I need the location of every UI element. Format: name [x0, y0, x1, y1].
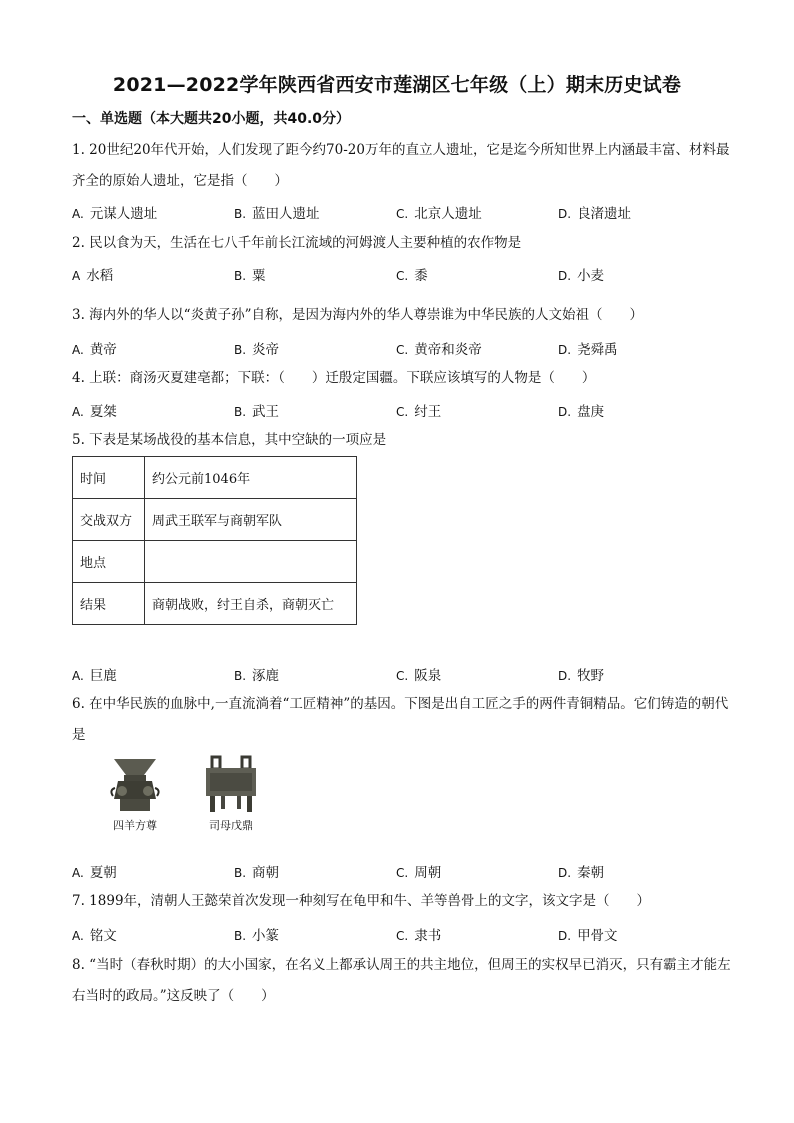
option-d[interactable]: D. 小麦	[558, 268, 605, 284]
battle-info-table	[72, 456, 357, 625]
table-cell-key: 地点	[73, 541, 145, 583]
option-c[interactable]: C. 隶书	[396, 928, 442, 944]
question-6-stem: 6. 在中华民族的血脉中,一直流淌着“工匠精神”的基因。下图是出自工匠之手的两件青铜精品。它们铸造的朝代是	[72, 696, 729, 743]
table-cell-value: 商朝战败，纣王自杀，商朝灭亡	[145, 583, 357, 625]
option-c[interactable]: C. 纣王	[396, 404, 442, 420]
option-a[interactable]: A. 巨鹿	[72, 668, 117, 684]
figure-four-ram-zun	[100, 755, 170, 833]
option-d[interactable]: D. 尧舜禹	[558, 342, 618, 358]
figure-simuwu-ding	[196, 755, 266, 833]
option-b[interactable]: B. 小篆	[234, 928, 280, 944]
option-b[interactable]: B. 涿鹿	[234, 668, 280, 684]
question-2-options	[72, 264, 732, 288]
table-cell-value: 周武王联军与商朝军队	[145, 499, 357, 541]
question-8-stem: 8. “当时（春秋时期）的大小国家，在名义上都承认周王的共主地位，但周王的实权早已消灭，只有霸主才能左右当时的政局。”这反映了（ ）	[72, 957, 731, 1004]
table-cell-key: 结果	[73, 583, 145, 625]
question-3-options	[72, 338, 732, 362]
table-row	[73, 499, 357, 541]
option-c[interactable]: C. 北京人遗址	[396, 206, 482, 222]
table-cell-key: 时间	[73, 457, 145, 499]
option-a[interactable]: A. 元谋人遗址	[72, 206, 158, 222]
question-4-options	[72, 400, 732, 424]
option-d[interactable]: D. 良渚遗址	[558, 206, 632, 222]
table-cell-key: 交战双方	[73, 499, 145, 541]
bronze-figures	[100, 755, 280, 835]
option-a[interactable]: A. 铭文	[72, 928, 117, 944]
option-d[interactable]: D. 牧野	[558, 668, 605, 684]
question-6-options	[72, 861, 732, 885]
option-a[interactable]: A. 夏朝	[72, 865, 117, 881]
option-b[interactable]: B. 蓝田人遗址	[234, 206, 320, 222]
option-d[interactable]: D. 盘庚	[558, 404, 605, 420]
question-3-stem: 3. 海内外的华人以“炎黄子孙”自称，是因为海内外的华人尊崇谁为中华民族的人文始祖（ ）	[72, 307, 643, 323]
table-row	[73, 583, 357, 625]
table-cell-value-blank	[145, 541, 357, 583]
question-2-stem: 2. 民以食为天，生活在七八千年前长江流域的河姆渡人主要种植的农作物是	[72, 235, 522, 251]
option-a[interactable]: A. 夏桀	[72, 404, 117, 420]
question-7-stem: 7. 1899年，清朝人王懿荣首次发现一种刻写在龟甲和牛、羊等兽骨上的文字，该文字是（ ）	[72, 893, 651, 909]
question-1-stem: 1. 20世纪20年代开始，人们发现了距今约70-20万年的直立人遗址，它是迄今所知世界上内涵最丰富、材料最齐全的原始人遗址，它是指（ ）	[72, 142, 730, 189]
four-ram-square-zun-icon	[100, 755, 170, 815]
option-d[interactable]: D. 甲骨文	[558, 928, 618, 944]
question-5-options	[72, 664, 732, 688]
option-a[interactable]: A 水稻	[72, 268, 114, 284]
option-d[interactable]: D. 秦朝	[558, 865, 605, 881]
option-b[interactable]: B. 商朝	[234, 865, 280, 881]
question-5-stem: 5. 下表是某场战役的基本信息，其中空缺的一项应是	[72, 432, 387, 448]
option-c[interactable]: C. 周朝	[396, 865, 442, 881]
figure-caption: 四羊方尊	[113, 819, 157, 832]
option-c[interactable]: C. 黍	[396, 268, 428, 284]
option-b[interactable]: B. 武王	[234, 404, 280, 420]
option-a[interactable]: A. 黄帝	[72, 342, 117, 358]
simuwu-ding-icon	[196, 755, 266, 815]
option-b[interactable]: B. 炎帝	[234, 342, 280, 358]
figure-caption: 司母戊鼎	[209, 819, 253, 832]
option-c[interactable]: C. 黄帝和炎帝	[396, 342, 482, 358]
exam-title: 2021—2022学年陕西省西安市莲湖区七年级（上）期末历史试卷	[112, 74, 682, 96]
section-heading: 一、单选题（本大题共20小题，共40.0分）	[72, 111, 351, 127]
option-c[interactable]: C. 阪泉	[396, 668, 442, 684]
table-row	[73, 457, 357, 499]
question-1-options	[72, 202, 732, 226]
table-cell-value: 约公元前1046年	[145, 457, 357, 499]
question-7-options	[72, 924, 732, 948]
option-b[interactable]: B. 粟	[234, 268, 266, 284]
question-4-stem: 4. 上联：商汤灭夏建亳都；下联：（ ）迁殷定国疆。下联应该填写的人物是（ ）	[72, 370, 596, 386]
table-row	[73, 541, 357, 583]
